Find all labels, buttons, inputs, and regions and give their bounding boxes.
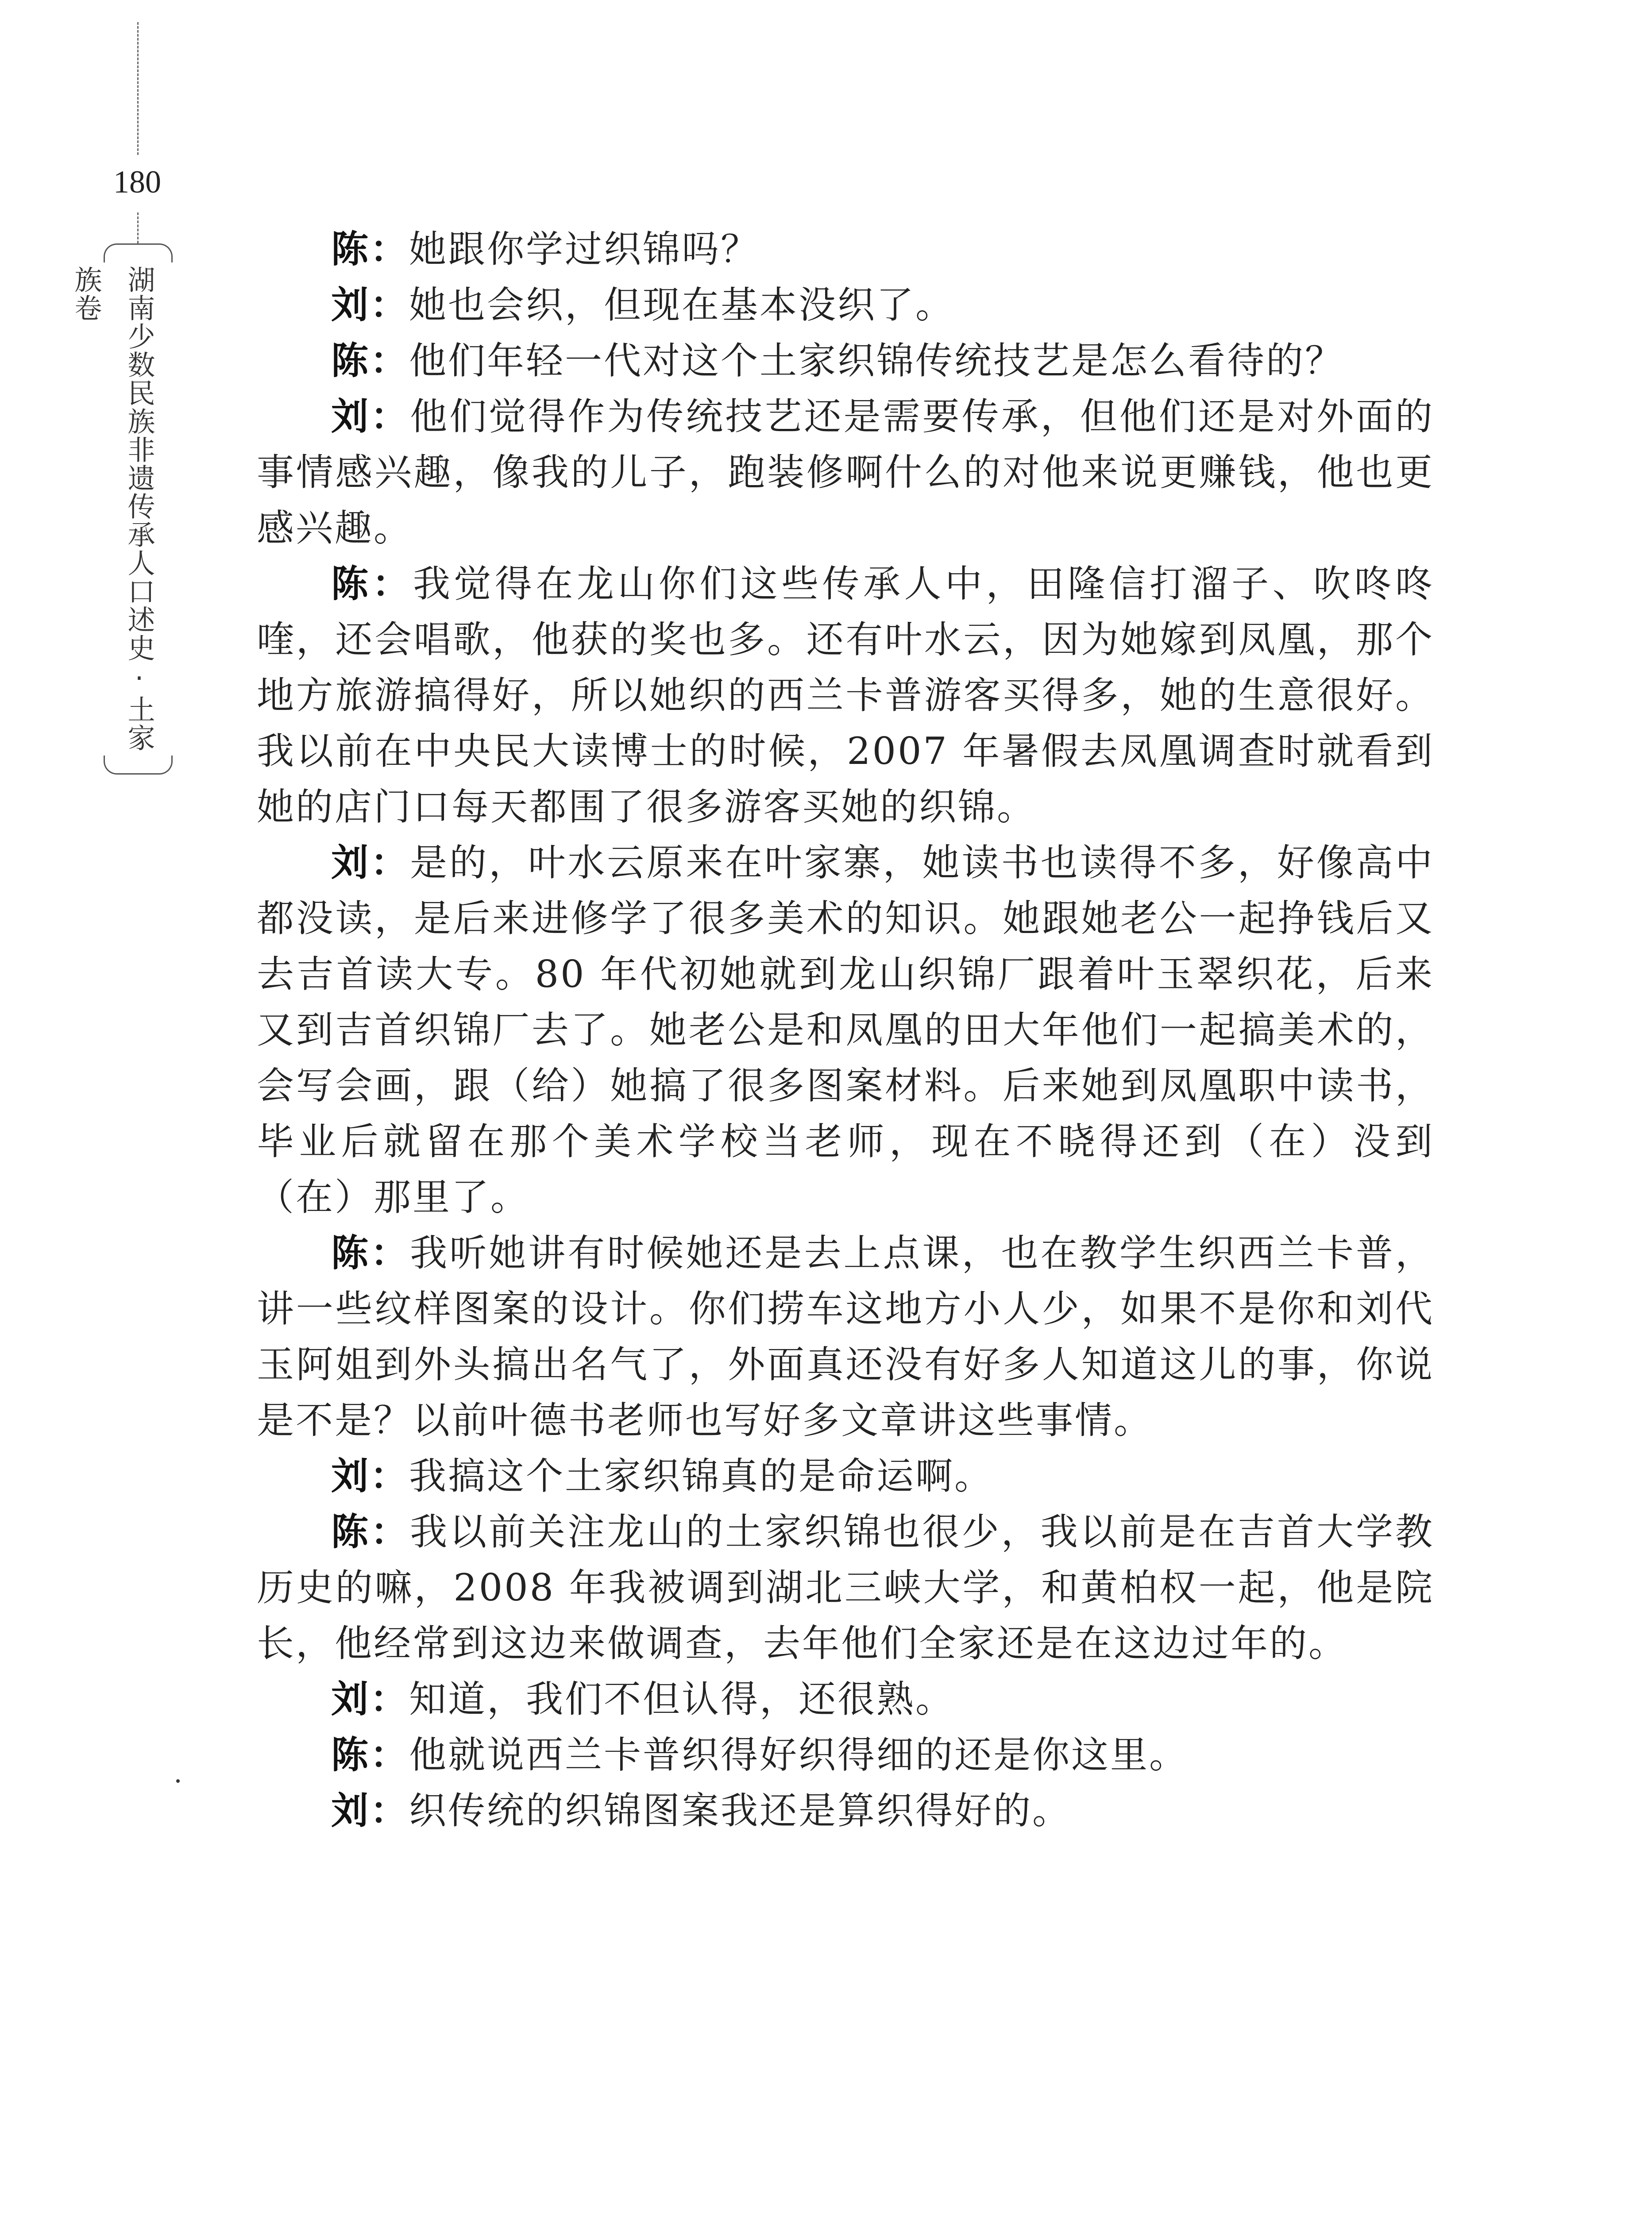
speaker-label: 刘 bbox=[331, 1677, 371, 1721]
speaker-separator: ： bbox=[370, 1454, 409, 1498]
speech-text: 织传统的织锦图案我还是算织得好的。 bbox=[409, 1789, 1072, 1832]
speech-text: 他们觉得作为传统技艺还是需要传承，但他们还是对外面的事情感兴趣，像我的儿子，跑装修啊什么的对他来说更赚钱，他也更感兴趣。 bbox=[257, 395, 1434, 550]
speech-text: 她也会织，但现在基本没织了。 bbox=[409, 283, 955, 327]
dialogue-paragraph bbox=[257, 556, 1434, 835]
speaker-label: 刘 bbox=[331, 841, 371, 884]
dialogue-paragraph bbox=[257, 389, 1434, 556]
margin-column bbox=[70, 22, 204, 819]
speech-text: 她跟你学过织锦吗？ bbox=[409, 227, 760, 271]
speaker-label: 陈 bbox=[331, 339, 371, 382]
dialogue-paragraph bbox=[257, 835, 1434, 1225]
speech-text: 他们年轻一代对这个土家织锦传统技艺是怎么看待的？ bbox=[409, 339, 1344, 382]
dialogue-paragraph bbox=[257, 333, 1434, 389]
speaker-label: 刘 bbox=[331, 1789, 371, 1832]
speaker-label: 陈 bbox=[331, 227, 371, 271]
speaker-label: 陈 bbox=[331, 1510, 371, 1554]
speech-text: 知道，我们不但认得，还很熟。 bbox=[409, 1677, 955, 1721]
speaker-label: 陈 bbox=[331, 562, 372, 605]
main-text bbox=[257, 221, 1434, 1839]
speech-text: 他就说西兰卡普织得好织得细的还是你这里。 bbox=[409, 1733, 1189, 1777]
dialogue-paragraph bbox=[257, 1727, 1434, 1783]
speaker-separator: ： bbox=[370, 227, 409, 271]
speech-text: 我以前关注龙山的土家织锦也很少，我以前是在吉首大学教历史的嘛，2008 年我被调到湖北三峡大学，和黄柏权一起，他是院长，他经常到这边来做调查，去年他们全家还是在这边过年的。 bbox=[257, 1510, 1434, 1665]
dialogue-paragraph bbox=[257, 1448, 1434, 1504]
margin-dashed-rule-top bbox=[137, 22, 139, 155]
speaker-separator: ： bbox=[372, 562, 413, 605]
stray-mark bbox=[176, 1779, 180, 1783]
page-number: 180 bbox=[113, 164, 161, 200]
series-title-bracket bbox=[70, 243, 179, 775]
speaker-label: 陈 bbox=[331, 1733, 371, 1777]
margin-dashed-rule-middle bbox=[137, 212, 139, 243]
dialogue-paragraph bbox=[257, 277, 1434, 333]
speaker-separator: ： bbox=[370, 283, 409, 327]
speaker-label: 刘 bbox=[331, 395, 371, 438]
speaker-label: 陈 bbox=[331, 1231, 371, 1275]
speaker-separator: ： bbox=[371, 1231, 410, 1275]
dialogue-paragraph bbox=[257, 1504, 1434, 1671]
speaker-separator: ： bbox=[371, 841, 410, 884]
speech-text: 我搞这个土家织锦真的是命运啊。 bbox=[409, 1454, 994, 1498]
speaker-separator: ： bbox=[370, 1789, 409, 1832]
dialogue-paragraph bbox=[257, 1783, 1434, 1839]
bracket-bottom bbox=[104, 756, 173, 775]
speech-text: 我觉得在龙山你们这些传承人中，田隆信打溜子、吹咚咚喹，还会唱歌，他获的奖也多。还有叶水云，因为她嫁到凤凰，那个地方旅游搞得好，所以她织的西兰卡普游客买得多，她的生意很好。我以前在中央民大读博士的时候，2007 年暑假去凤凰调查时就看到她的店门口每天都围了很多游客买她的织锦。 bbox=[257, 562, 1434, 829]
speaker-separator: ： bbox=[371, 1510, 410, 1554]
dialogue-paragraph bbox=[257, 1671, 1434, 1727]
speech-text: 是的，叶水云原来在叶家寨，她读书也读得不多，好像高中都没读，是后来进修学了很多美术的知识。她跟她老公一起挣钱后又去吉首读大专。80 年代初她就到龙山织锦厂跟着叶玉翠织花，后来又到吉首织锦厂去了。她老公是和凤凰的田大年他们一起搞美术的，会写会画，跟（给）她搞了很多图案材料。后来她到凤凰职中读书，毕业后就留在那个美术学校当老师，现在不晓得还到（在）没到（在）那里了。 bbox=[257, 841, 1434, 1219]
speaker-separator: ： bbox=[370, 1677, 409, 1721]
dialogue-paragraph bbox=[257, 1225, 1434, 1448]
dialogue-paragraph bbox=[257, 221, 1434, 277]
speaker-label: 刘 bbox=[331, 1454, 371, 1498]
series-title: 湖南少数民族非遗传承人口述史·土家族卷 bbox=[70, 266, 155, 752]
speech-text: 我听她讲有时候她还是去上点课，也在教学生织西兰卡普，讲一些纹样图案的设计。你们捞车这地方小人少，如果不是你和刘代玉阿姐到外头搞出名气了，外面真还没有好多人知道这儿的事，你说是不是？以前叶德书老师也写好多文章讲这些事情。 bbox=[257, 1231, 1434, 1442]
speaker-label: 刘 bbox=[331, 283, 371, 327]
speaker-separator: ： bbox=[370, 339, 409, 382]
bracket-top bbox=[104, 243, 173, 262]
speaker-separator: ： bbox=[370, 1733, 409, 1777]
speaker-separator: ： bbox=[371, 395, 410, 438]
